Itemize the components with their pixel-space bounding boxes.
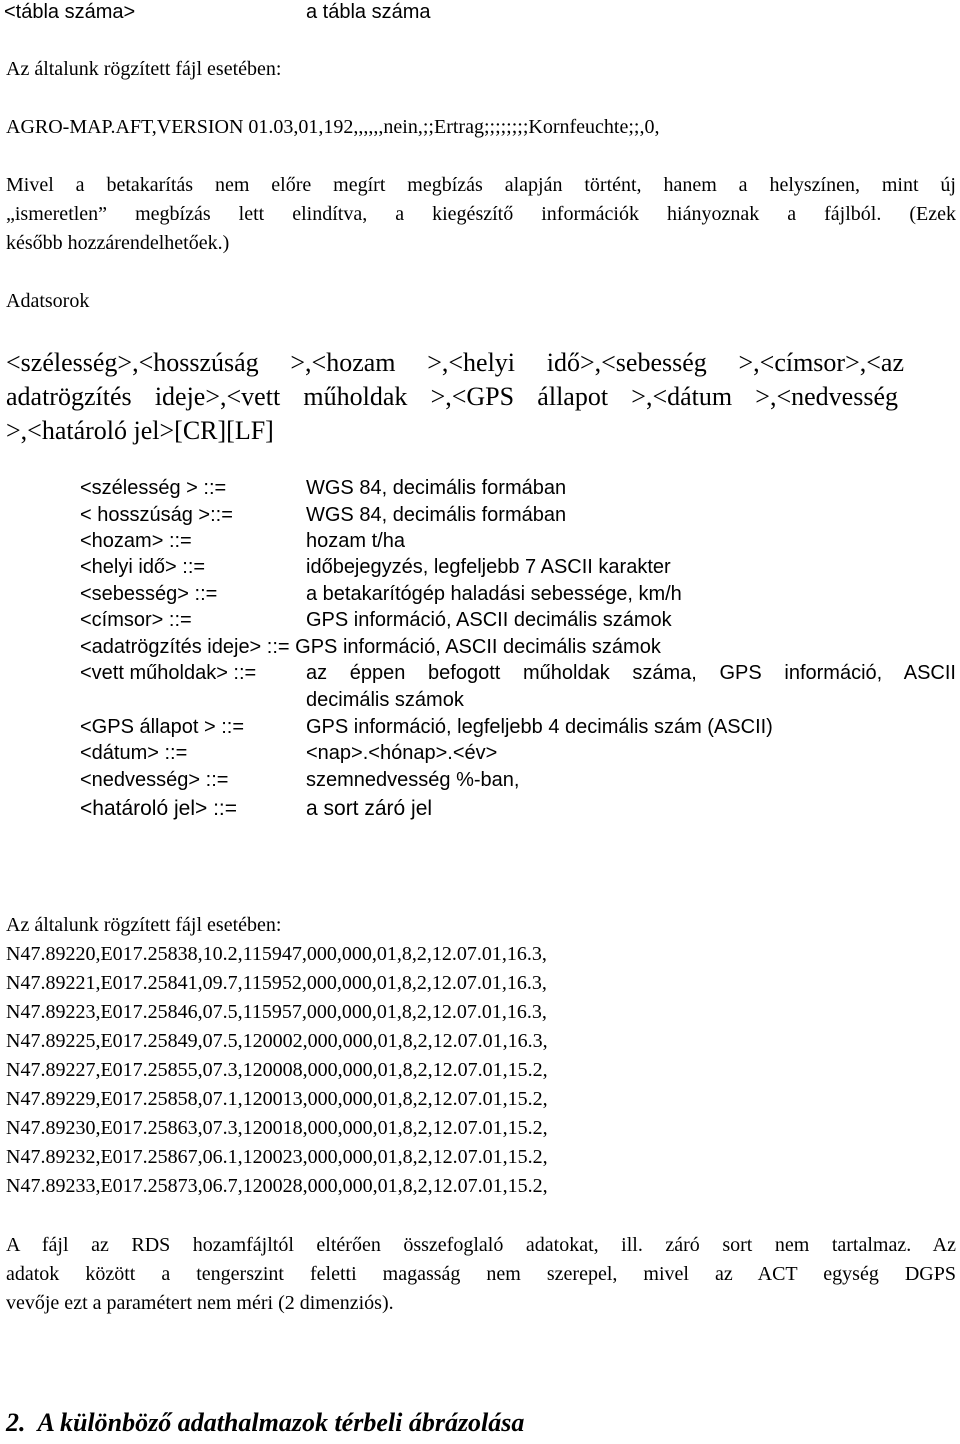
record-format-line-2: adatrögzítés ideje>,<vett műholdak >,<GPS állapot >,<dátum >,<nedvesség [6, 382, 898, 411]
adatsorok-heading: Adatsorok [6, 290, 90, 312]
definition-term: <helyi idő> ::= [80, 556, 206, 578]
definition-value: WGS 84, decimális formában [306, 477, 567, 499]
definition-value: szemnedvesség %-ban, [306, 769, 520, 791]
sample-data-line: N47.89230,E017.25863,07.3,120018,000,000,01,8,2,12.07.01,15.2, [6, 1117, 548, 1139]
sample-data-line: N47.89223,E017.25846,07.5,115957,000,000,01,8,2,12.07.01,16.3, [6, 1001, 547, 1023]
table-number-term: <tábla száma> [4, 1, 136, 23]
definition-term: <adatrögzítés ideje> ::= GPS információ, ASCII decimális számok [80, 636, 661, 658]
mivel-paragraph-line-3: később hozzárendelhetőek.) [6, 232, 230, 254]
mivel-paragraph-line-1: Mivel a betakarítás nem előre megírt megbízás alapján történt, hanem a helyszínen, mint új [6, 174, 956, 196]
definition-value-continued: decimális számok [306, 689, 464, 711]
record-format-line-3: >,<határoló jel>[CR][LF] [6, 416, 274, 445]
definition-value: a sort záró jel [306, 797, 433, 820]
definition-value: időbejegyzés, legfeljebb 7 ASCII karakter [306, 556, 671, 578]
sample-data-line: N47.89225,E017.25849,07.5,120002,000,000,01,8,2,12.07.01,16.3, [6, 1030, 548, 1052]
agro-map-header-line: AGRO-MAP.AFT,VERSION 01.03,01,192,,,,,,nein,;;Ertrag;;;;;;;;Kornfeuchte;;,0, [6, 116, 660, 138]
sample-data-line: N47.89232,E017.25867,06.1,120023,000,000,01,8,2,12.07.01,15.2, [6, 1146, 548, 1168]
definition-value: a betakarítógép haladási sebessége, km/h [306, 583, 682, 605]
definition-term: <határoló jel> ::= [80, 797, 238, 820]
sample-label: Az általunk rögzített fájl esetében: [6, 914, 282, 936]
definition-term: <sebesség> ::= [80, 583, 218, 605]
definition-term: <címsor> ::= [80, 609, 192, 631]
definition-term: <nedvesség> ::= [80, 769, 229, 791]
definition-value: GPS információ, legfeljebb 4 decimális szám (ASCII) [306, 716, 773, 738]
sample-data-line: N47.89229,E017.25858,07.1,120013,000,000,01,8,2,12.07.01,15.2, [6, 1088, 548, 1110]
definition-value: <nap>.<hónap>.<év> [306, 742, 498, 764]
definition-value: hozam t/ha [306, 530, 405, 552]
closing-paragraph-line-2: adatok között a tengerszint feletti magasság nem szerepel, mivel az ACT egység DGPS [6, 1263, 956, 1285]
definition-term: < hosszúság >::= [80, 504, 233, 526]
definition-term: <dátum> ::= [80, 742, 188, 764]
definition-term: <vett műholdak> ::= [80, 662, 257, 684]
closing-paragraph-line-1: A fájl az RDS hozamfájltól eltérően összefoglaló adatokat, ill. záró sort nem tartalmaz. Az [6, 1234, 956, 1256]
sample-data-line: N47.89220,E017.25838,10.2,115947,000,000,01,8,2,12.07.01,16.3, [6, 943, 547, 965]
definition-term: <szélesség > ::= [80, 477, 227, 499]
section-title: 2. A különböző adathalmazok térbeli ábrázolása [6, 1408, 525, 1437]
definition-term: <GPS állapot > ::= [80, 716, 244, 738]
record-format-line-1: <szélesség>,<hosszúság >,<hozam >,<helyi idő>,<sebesség >,<címsor>,<az [6, 348, 904, 377]
sample-data-line: N47.89221,E017.25841,09.7,115952,000,000,01,8,2,12.07.01,16.3, [6, 972, 547, 994]
sample-data-line: N47.89227,E017.25855,07.3,120008,000,000,01,8,2,12.07.01,15.2, [6, 1059, 548, 1081]
table-number-description: a tábla száma [306, 1, 431, 23]
sample-data-line: N47.89233,E017.25873,06.7,120028,000,000,01,8,2,12.07.01,15.2, [6, 1175, 548, 1197]
definition-value: WGS 84, decimális formában [306, 504, 567, 526]
definition-value: az éppen befogott műholdak száma, GPS információ, ASCII [306, 662, 956, 684]
mivel-paragraph-line-2: „ismeretlen” megbízás lett elindítva, a kiegészítő információk hiányoznak a fájlból. (Ezek [6, 203, 956, 225]
definition-term: <hozam> ::= [80, 530, 192, 552]
intro-label: Az általunk rögzített fájl esetében: [6, 58, 282, 80]
definition-value: GPS információ, ASCII decimális számok [306, 609, 672, 631]
closing-paragraph-line-3: vevője ezt a paramétert nem méri (2 dimenziós). [6, 1292, 394, 1314]
